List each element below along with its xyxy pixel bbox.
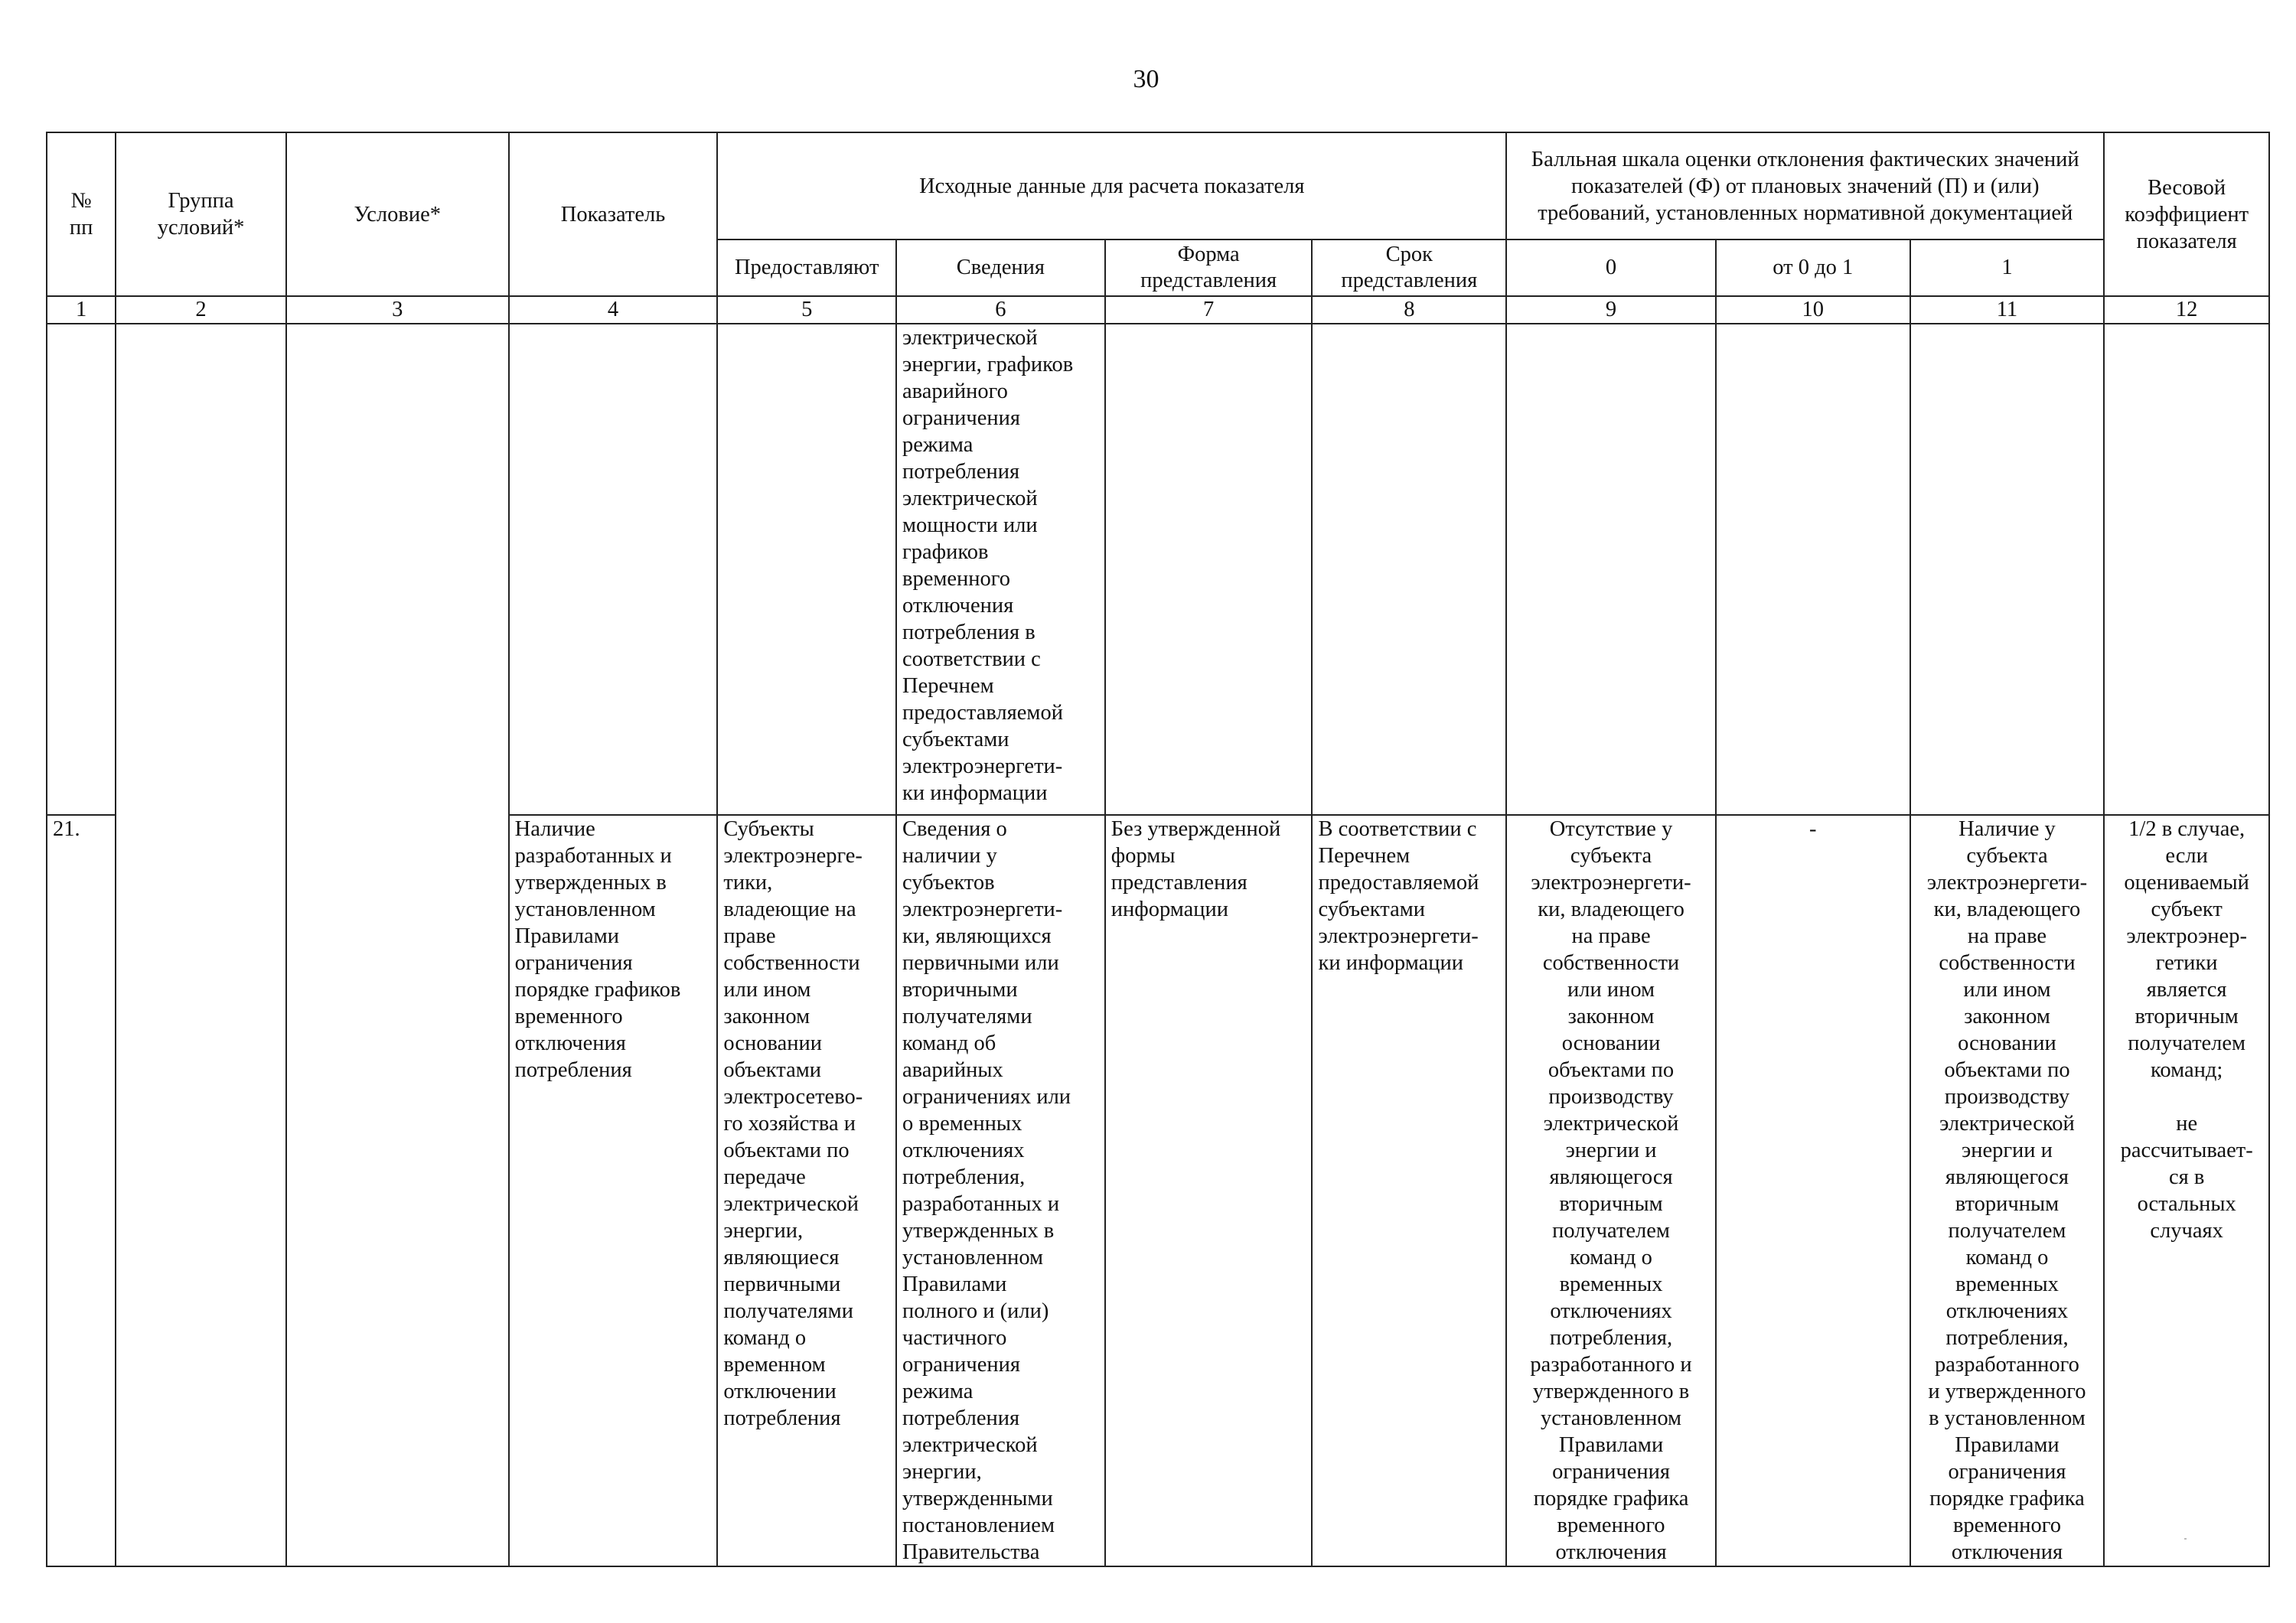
column-number: 2 [116, 296, 286, 324]
row21-form: Без утвержденной формы представления информации [1105, 815, 1313, 1566]
cont-term-cell [1312, 324, 1506, 815]
cont-score1-cell [1910, 324, 2105, 815]
cont-provide-cell [717, 324, 896, 815]
column-number: 6 [896, 296, 1105, 324]
row21-term: В соответствии с Перечнем предоставляемой субъектами электроэнергети- ки информации [1312, 815, 1506, 1566]
column-number: 4 [509, 296, 718, 324]
header-info: Сведения [896, 240, 1105, 296]
group-cell [116, 324, 286, 1566]
header-col-group: Группа условий* [116, 132, 286, 296]
column-numbers-row [47, 296, 2269, 324]
cont-info-cell: электрической энергии, графиков аварийного ограничения режима потребления электрической мощности или графиков временного отключения потребления в соответствии с Перечнем предоставляемой субъектами электроэнергети- ки информации [896, 324, 1105, 815]
column-number: 10 [1716, 296, 1910, 324]
header-col-num: № пп [47, 132, 116, 296]
row21-info: Сведения о наличии у субъектов электроэнергети- ки, являющихся первичными или вторичными получателями команд об аварийных ограничениях или о временных отключениях потребления, разработанных и утвержденных в установленном Правилами полного и (или) частичного ограничения режима потребления электрической энергии, утвержденными постановлением Правительства [896, 815, 1105, 1566]
header-provide: Предоставляют [717, 240, 896, 296]
cont-form-cell [1105, 324, 1313, 815]
column-number: 9 [1506, 296, 1716, 324]
header-scale: Балльная шкала оценки отклонения фактических значений показателей (Ф) от плановых значений (П) и (или) требований, установленных нормативной документацией [1506, 132, 2104, 240]
column-number: 12 [2104, 296, 2269, 324]
row21-score-0-1: - [1716, 815, 1910, 1566]
row21-weight: 1/2 в случае, если оцениваемый субъект электроэнер- гетики является вторичным получателем команд; не рассчитывает- ся в остальных случаях [2104, 815, 2269, 1566]
page-number: 30 [1133, 65, 1159, 93]
row21-score-0: Отсутствие у субъекта электроэнергети- ки, владеющего на праве собственности или ином законном основании объектами по производству электрической энергии и являющегося вторичным получателем команд о временных отключениях потребления, разработанного и утвержденного в установленном Правилами ограничения порядке графика временного отключения [1506, 815, 1716, 1566]
header-term: Срок представления [1312, 240, 1506, 296]
cont-score0-cell [1506, 324, 1716, 815]
header-scale-0-1: от 0 до 1 [1716, 240, 1910, 296]
condition-cell [286, 324, 509, 1566]
header-scale-1: 1 [1910, 240, 2105, 296]
row21-num: 21. [47, 815, 116, 1566]
row21-indicator: Наличие разработанных и утвержденных в установленном Правилами ограничения порядке графиков временного отключения потребления [509, 815, 718, 1566]
column-number: 7 [1105, 296, 1313, 324]
column-number: 3 [286, 296, 509, 324]
cont-num-cell [47, 324, 116, 815]
continued-row [47, 324, 2269, 815]
row21-provide: Субъекты электроэнерге- тики, владеющие на праве собственности или ином законном основании объектами электросетево- го хозяйства и объектами по передаче электрической энергии, являющиеся первичными получателями команд о временном отключении потребления [717, 815, 896, 1566]
scan-speck [2184, 1538, 2187, 1540]
header-col-condition: Условие* [286, 132, 509, 296]
header-weight: Весовой коэффициент показателя [2104, 132, 2269, 296]
indicators-table [46, 132, 2270, 1567]
column-number: 11 [1910, 296, 2105, 324]
column-number: 1 [47, 296, 116, 324]
header-row-1 [47, 132, 2269, 240]
column-number: 8 [1312, 296, 1506, 324]
header-scale-0: 0 [1506, 240, 1716, 296]
header-form: Форма представления [1105, 240, 1313, 296]
column-number: 5 [717, 296, 896, 324]
cont-score01-cell [1716, 324, 1910, 815]
row21-score-1: Наличие у субъекта электроэнергети- ки, владеющего на праве собственности или ином законном основании объектами по производству электрической энергии и являющегося вторичным получателем команд о временных отключениях потребления, разработанного и утвержденного в установленном Правилами ограничения порядке графика временного отключения [1910, 815, 2105, 1566]
header-source-data: Исходные данные для расчета показателя [717, 132, 1506, 240]
cont-indicator-cell [509, 324, 718, 815]
cont-weight-cell [2104, 324, 2269, 815]
header-col-indicator: Показатель [509, 132, 718, 296]
